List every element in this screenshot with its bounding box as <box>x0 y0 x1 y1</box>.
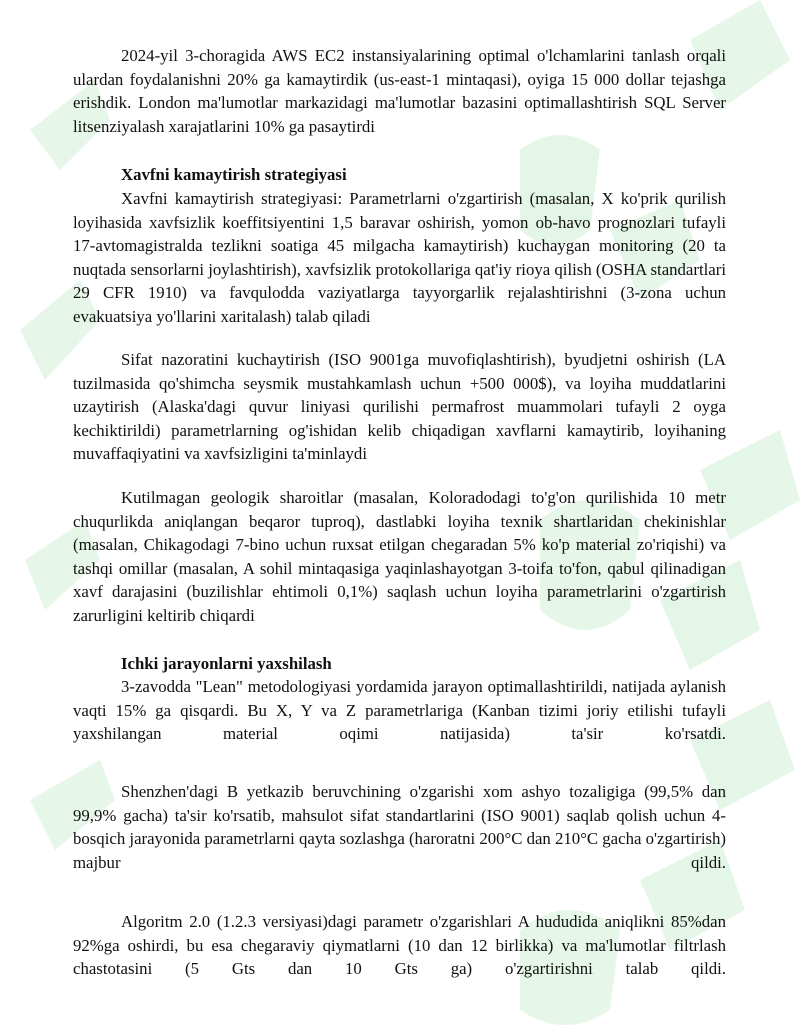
paragraph-risk-strategy: Xavfni kamaytirish strategiyasi: Parametrlarni o'zgartirish (masalan, X ko'prik qurilish loyihasida xavfsizlik koeffitsiyentini 1,5 baravar oshirish, yomon ob-havo prognozlari tufayli 17-avtomagistralda tezlikni soatiga 45 milgacha kamaytirish) kuchaygan monitoring (20 ta nuqtada sensorlarni joylashtirish), xavfsizlik protokollariga qat'iy rioya qilish (OSHA standartlari 29 CFR 1910) va favqulodda vaziyatlarga tayyorgarlik rejalashtirishni (3-zona uchun evakuatsiya yo'llarini xaritalash) talab qiladi <box>73 189 726 326</box>
paragraph-geological-conditions: Kutilmagan geologik sharoitlar (masalan, Koloradodagi to'g'on qurilishida 10 metr chuqurlikda aniqlangan beqaror tuproq), dastlabki loyiha texnik shartlaridan chekinishlar (masalan, Chikagodagi 7-bino uchun ruxsat etilgan chegaradan 5% ko'p material zo'riqishi) va tashqi omillar (masalan, A sohil mintaqasiga yaqinlashayotgan 3-toifa to'fon, qabul qilinadigan xavf darajasini (buzilishlar ehtimoli 0,1%) saqlash uchun loyiha parametrlarini o'zgartirish zarurligini keltirib chiqardi <box>73 488 726 625</box>
paragraph-quality-control: Sifat nazoratini kuchaytirish (ISO 9001ga muvofiqlashtirish), byudjetni oshirish (LA tuzilmasida qo'shimcha seysmik mustahkamlash uchun +500 000$), va loyiha muddatlarini uzaytirish (Alaska'dagi quvur liniyasi qurilishi permafrost muammolari tufayli 2 oyga kechiktirildi) parametrlarning og'ishidan kelib chiqadigan xavflarni kamaytirib, loyihaning muvaffaqiyatini va xavfsizligini ta'minlaydi <box>73 350 726 464</box>
paragraph-supplier-change: Shenzhen'dagi B yetkazib beruvchining o'zgarishi xom ashyo tozaligiga (99,5% dan 99,9% gacha) ta'sir ko'rsatib, mahsulot sifat standartlarini (ISO 9001) saqlab qolish uchun 4-bosqich jarayonida parametrlarni qayta sozlashga (haroratni 200°C dan 210°C gacha o'zgartirish) majbur qildi. <box>73 782 726 872</box>
paragraph-algorithm-change: Algoritm 2.0 (1.2.3 versiyasi)dagi parametr o'zgarishlari A hududida aniqlikni 85%dan 92%ga oshirdi, bu esa chegaraviy qiymatlarni (10 dan 12 birlikka) va ma'lumotlar filtrlash chastotasini (5 Gts dan 10 Gts ga) o'zgartirishni talab qildi. <box>73 912 726 979</box>
paragraph-aws-optimization: 2024-yil 3-choragida AWS EC2 instansiyalarining optimal o'lchamlarini tanlash orqali ulardan foydalanishni 20% ga kamaytirdik (us-east-1 mintaqasi), oyiga 15 000 dollar tejashga erishdik. London ma'lumotlar markazidagi ma'lumotlar bazasini optimallashtirish SQL Server litsenziyalash xarajatlarini 10% ga pasaytirdi <box>73 46 726 136</box>
heading-internal-processes: Ichki jarayonlarni yaxshilash <box>121 654 332 673</box>
paragraph-lean-methodology: 3-zavodda "Lean" metodologiyasi yordamida jarayon optimallashtirildi, natijada aylanish vaqti 15% ga qisqardi. Bu X, Y va Z parametrlariga (Kanban tizimi joriy etilishi tufayli yaxshilangan material oqimi natijasida) ta'sir ko'rsatdi. <box>73 677 726 744</box>
heading-risk-reduction: Xavfni kamaytirish strategiyasi <box>121 165 347 184</box>
